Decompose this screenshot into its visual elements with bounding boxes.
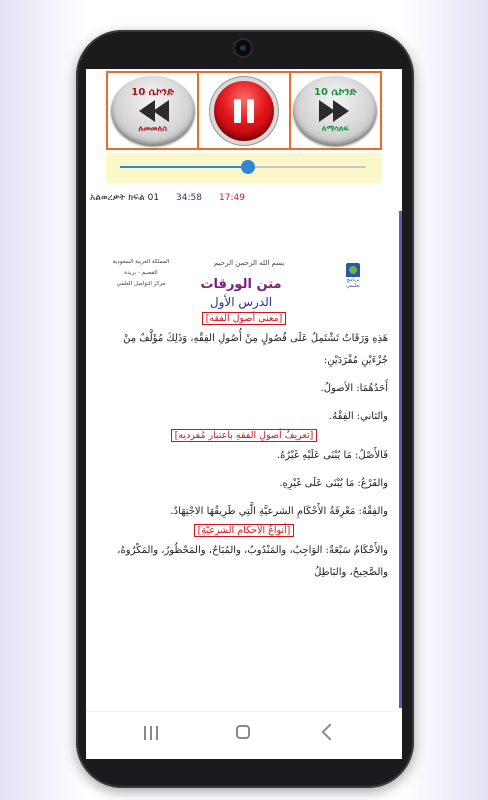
recents-button[interactable] (144, 726, 158, 740)
seek-progress (120, 166, 248, 168)
track-title: አልወረቃት ክፍል 01 (90, 193, 160, 203)
lesson-title: الدرس الأول (209, 295, 273, 309)
rewind-cell (108, 73, 199, 148)
logo-icon (346, 263, 360, 277)
home-button[interactable] (236, 725, 250, 739)
paragraph: والفِقْهُ: مَعْرِفَةُ الأَحْكَامِ الشرعيَّةِ الَّتِي طَرِيقُهَا الاجْتِهَادُ. (170, 506, 388, 517)
seek-bar-container (106, 153, 382, 183)
document-page[interactable] (86, 211, 402, 711)
forward-seconds-label: 10 ሴኮንድ (314, 87, 357, 98)
basmala: بسم الله الرحمن الرحيم (214, 259, 285, 267)
forward-direction-label: ለማሳለፍ (321, 124, 349, 133)
pause-cell (199, 73, 290, 148)
paragraph: والأَحْكَامُ سَبْعَةٌ: الوَاجِبُ، والمَنْدُوبُ، والمُبَاحُ، والمَحْظُورُ، والمَكْرُوهُ، والصَّحِيحُ، والبَاطِلُ (117, 545, 388, 578)
pause-button[interactable] (214, 81, 274, 141)
recents-icon (144, 726, 146, 740)
forward-icon (321, 98, 349, 124)
forward-cell (291, 73, 380, 148)
paragraph: أَحَدُهُمَا: الأصولُ. (320, 383, 388, 394)
paragraph: هَذِهِ وَرَقَاتٌ تَشْتَمِلُ عَلَى فُصُولٍ مِنْ أُصُولِ الفِقْهِ، وَذَلِكَ مُؤَلَّفٌ مِنْ جُزْءَيْنِ مُفْرَدَيْنِ: (123, 333, 388, 366)
back-button[interactable] (322, 724, 339, 741)
paragraph: والثاني: الفِقْهُ. (329, 411, 388, 422)
rewind-icon (139, 98, 167, 124)
pause-icon (234, 99, 241, 123)
track-info-row (86, 189, 402, 209)
rewind-seconds-label: 10 ሴኮንድ (131, 87, 174, 98)
section-heading: [معنى أصول الفقه] (100, 313, 388, 324)
rewind-direction-label: ለመመለስ (138, 124, 167, 133)
front-camera (235, 40, 251, 56)
system-nav-bar (86, 711, 402, 759)
forward-10s-button[interactable] (293, 76, 377, 146)
rewind-10s-button[interactable] (111, 76, 195, 146)
document-body (100, 311, 388, 584)
current-time: 17:49 (219, 193, 245, 203)
document-scroll-edge (399, 211, 402, 708)
program-logo: برنامج تعليمي (340, 263, 366, 293)
paragraph: فَالأَصْلُ: مَا يُبْنَى عَلَيْهِ غَيْرُهُ. (276, 450, 388, 461)
app-screen (86, 69, 402, 759)
section-heading: [أنواعُ الأحكامِ الشرعيَّةِ] (100, 525, 388, 536)
playback-controls (106, 71, 382, 150)
book-title: متن الورقات (200, 277, 282, 292)
seek-thumb[interactable] (241, 160, 255, 174)
seek-slider[interactable] (120, 166, 366, 168)
paragraph: والفَرْعُ: مَا يُبْنَى عَلَى غَيْرِهِ. (279, 478, 388, 489)
total-time: 34:58 (176, 193, 202, 203)
kingdom-text: المملكة العربية السعودية القصيم - بريدة مركز التواصل العلمي (112, 259, 170, 287)
section-heading: [تعريفُ أصولِ الفقهِ باعتبارِ مُفرديه] (100, 430, 388, 441)
